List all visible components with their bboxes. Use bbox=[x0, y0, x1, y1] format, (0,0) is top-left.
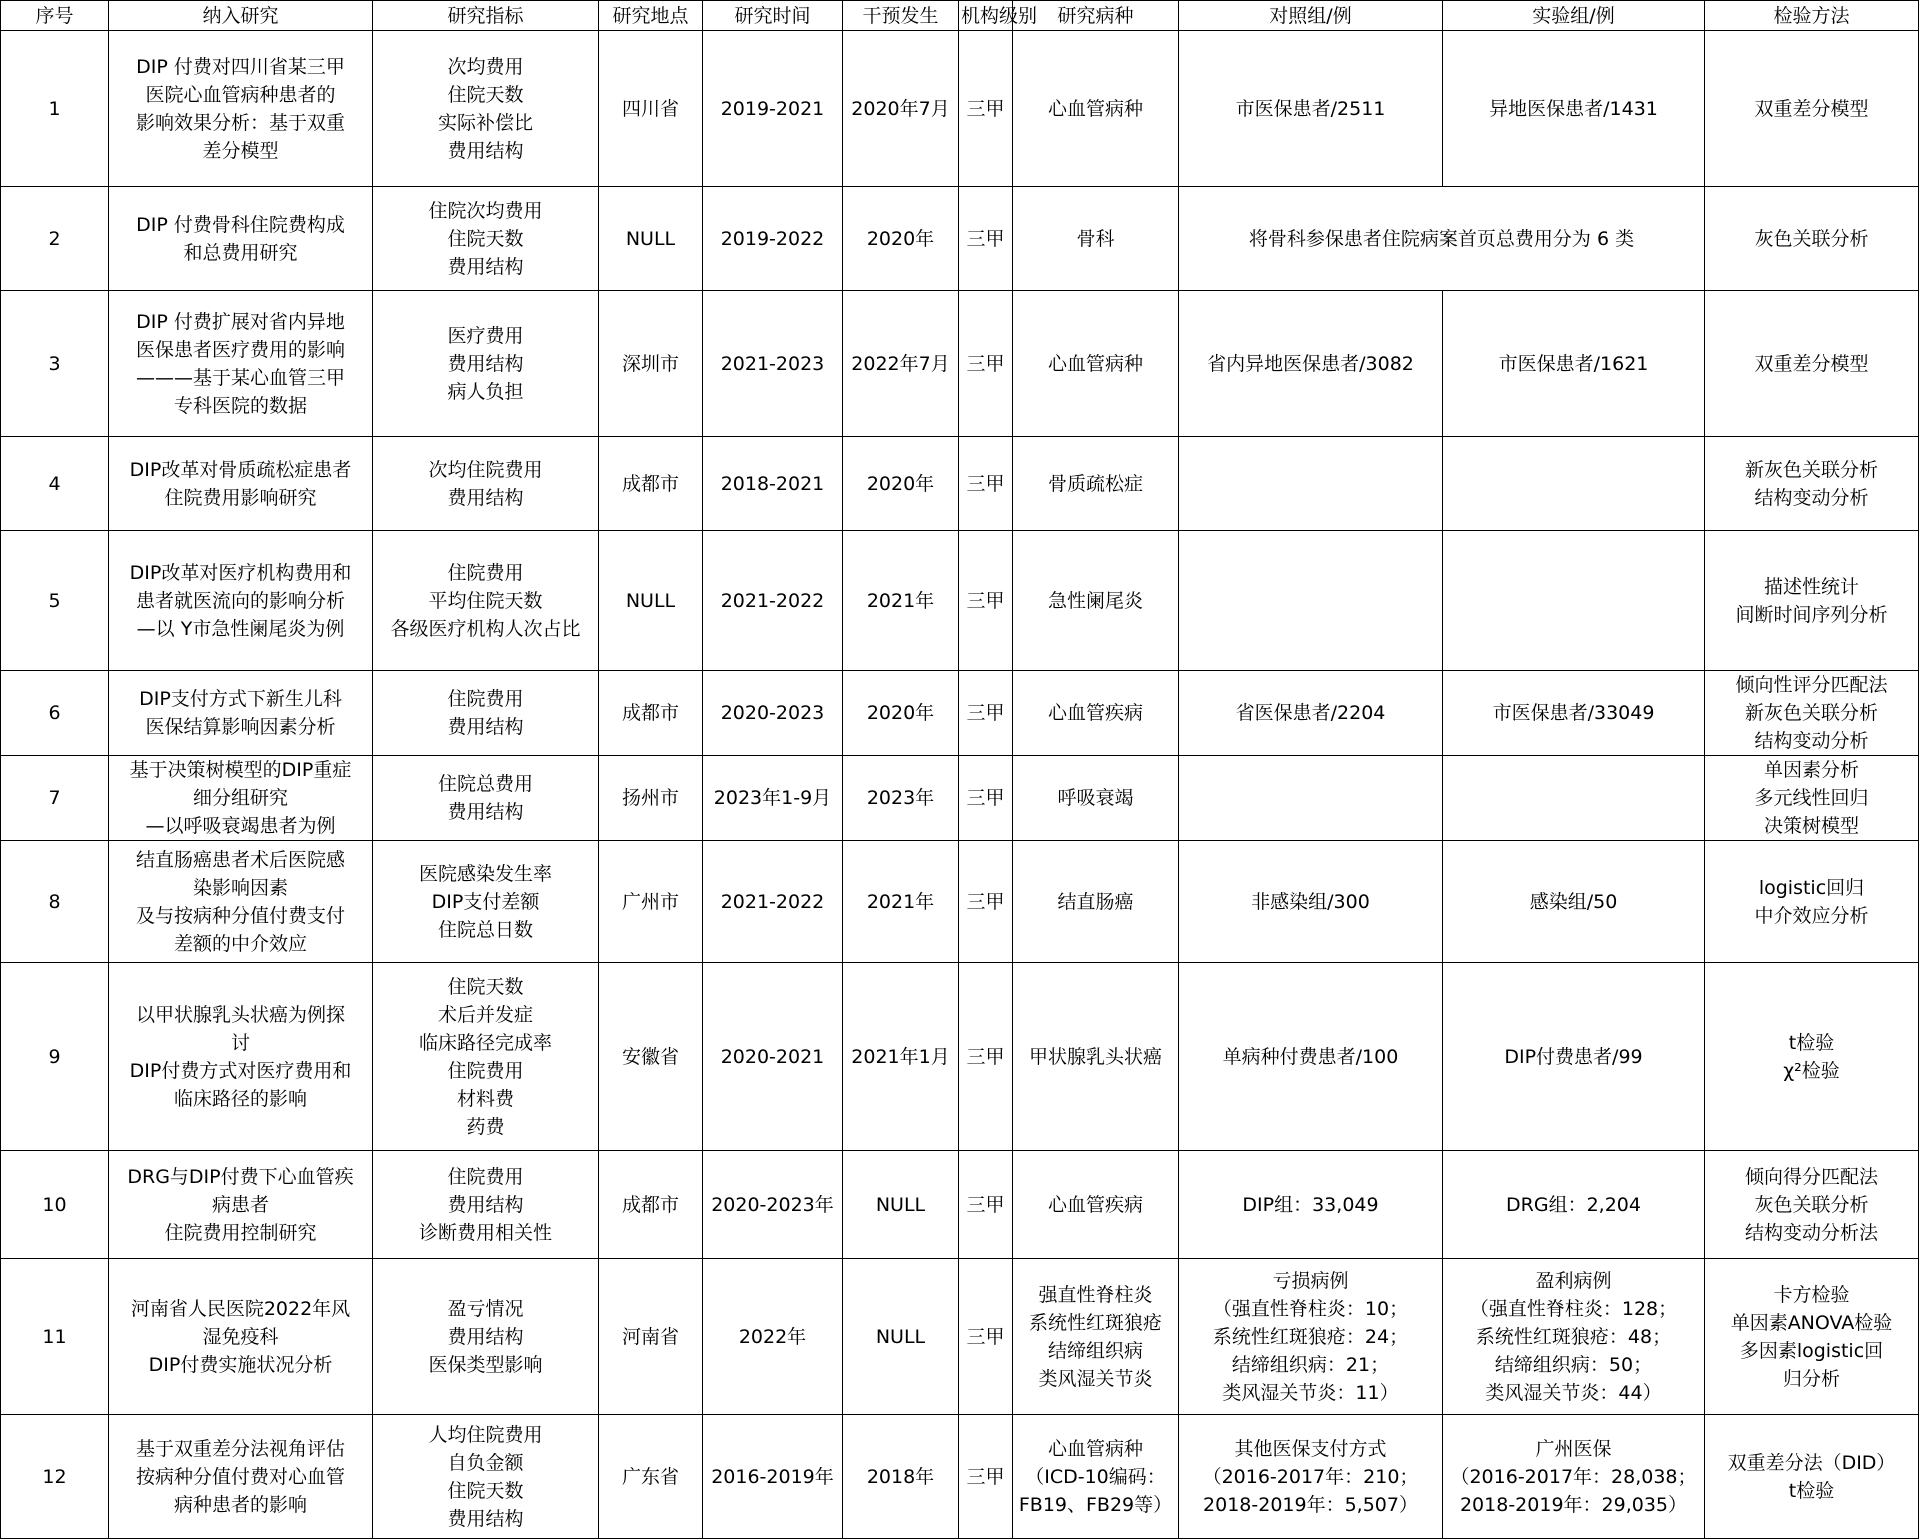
cell-experiment: 广州医保 （2016-2017年：28,038； 2018-2019年：29,035） bbox=[1443, 1415, 1705, 1539]
cell-disease: 结直肠癌 bbox=[1013, 841, 1179, 963]
cell-experiment: 市医保患者/1621 bbox=[1443, 291, 1705, 437]
header-indicators: 研究指标 bbox=[373, 1, 599, 31]
cell-location: 广东省 bbox=[599, 1415, 703, 1539]
table-row bbox=[1, 531, 1919, 671]
cell-control: 非感染组/300 bbox=[1179, 841, 1443, 963]
cell-no: 10 bbox=[1, 1151, 109, 1259]
cell-intervention: 2020年 bbox=[843, 671, 959, 756]
cell-study: 以甲状腺乳头状癌为例探 讨 DIP付费方式对医疗费用和 临床路径的影响 bbox=[109, 963, 373, 1151]
cell-location: 深圳市 bbox=[599, 291, 703, 437]
cell-experiment: DIP付费患者/99 bbox=[1443, 963, 1705, 1151]
cell-period: 2021-2022 bbox=[703, 841, 843, 963]
cell-method: 双重差分模型 bbox=[1705, 31, 1919, 187]
cell-level: 三甲 bbox=[959, 963, 1013, 1151]
cell-experiment: 异地医保患者/1431 bbox=[1443, 31, 1705, 187]
cell-indicators: 住院费用 平均住院天数 各级医疗机构人次占比 bbox=[373, 531, 599, 671]
cell-level: 三甲 bbox=[959, 31, 1013, 187]
cell-intervention: 2022年7月 bbox=[843, 291, 959, 437]
cell-location: 广州市 bbox=[599, 841, 703, 963]
cell-method: 双重差分法（DID） t检验 bbox=[1705, 1415, 1919, 1539]
cell-no: 12 bbox=[1, 1415, 109, 1539]
cell-control: 其他医保支付方式 （2016-2017年：210； 2018-2019年：5,507） bbox=[1179, 1415, 1443, 1539]
cell-experiment: DRG组：2,204 bbox=[1443, 1151, 1705, 1259]
cell-study: 结直肠癌患者术后医院感 染影响因素 及与按病种分值付费支付 差额的中介效应 bbox=[109, 841, 373, 963]
cell-level: 三甲 bbox=[959, 756, 1013, 841]
header-disease: 研究病种 bbox=[1013, 1, 1179, 31]
cell-indicators: 住院次均费用 住院天数 费用结构 bbox=[373, 187, 599, 291]
cell-intervention: 2020年 bbox=[843, 437, 959, 531]
cell-experiment: 感染组/50 bbox=[1443, 841, 1705, 963]
header-study: 纳入研究 bbox=[109, 1, 373, 31]
header-experiment: 实验组/例 bbox=[1443, 1, 1705, 31]
cell-study: DIP改革对骨质疏松症患者 住院费用影响研究 bbox=[109, 437, 373, 531]
cell-method: 灰色关联分析 bbox=[1705, 187, 1919, 291]
cell-period: 2020-2023年 bbox=[703, 1151, 843, 1259]
cell-method: 新灰色关联分析 结构变动分析 bbox=[1705, 437, 1919, 531]
header-index: 序号 bbox=[1, 1, 109, 31]
table-row bbox=[1, 841, 1919, 963]
header-location: 研究地点 bbox=[599, 1, 703, 31]
cell-experiment bbox=[1443, 531, 1705, 671]
cell-level: 三甲 bbox=[959, 841, 1013, 963]
header-method: 检验方法 bbox=[1705, 1, 1919, 31]
cell-indicators: 住院天数 术后并发症 临床路径完成率 住院费用 材料费 药费 bbox=[373, 963, 599, 1151]
cell-period: 2016-2019年 bbox=[703, 1415, 843, 1539]
cell-no: 3 bbox=[1, 291, 109, 437]
cell-period: 2018-2021 bbox=[703, 437, 843, 531]
cell-indicators: 住院费用 费用结构 bbox=[373, 671, 599, 756]
cell-intervention: NULL bbox=[843, 1259, 959, 1415]
cell-disease: 骨质疏松症 bbox=[1013, 437, 1179, 531]
cell-indicators: 盈亏情况 费用结构 医保类型影响 bbox=[373, 1259, 599, 1415]
cell-indicators: 住院总费用 费用结构 bbox=[373, 756, 599, 841]
cell-location: 成都市 bbox=[599, 671, 703, 756]
cell-control bbox=[1179, 756, 1443, 841]
cell-disease: 骨科 bbox=[1013, 187, 1179, 291]
cell-intervention: 2020年7月 bbox=[843, 31, 959, 187]
cell-location: 成都市 bbox=[599, 1151, 703, 1259]
cell-indicators: 医疗费用 费用结构 病人负担 bbox=[373, 291, 599, 437]
table-row bbox=[1, 756, 1919, 841]
cell-disease: 强直性脊柱炎 系统性红斑狼疮 结缔组织病 类风湿关节炎 bbox=[1013, 1259, 1179, 1415]
cell-location: 河南省 bbox=[599, 1259, 703, 1415]
cell-experiment bbox=[1443, 756, 1705, 841]
cell-intervention: 2023年 bbox=[843, 756, 959, 841]
cell-disease: 心血管病种 bbox=[1013, 291, 1179, 437]
cell-no: 6 bbox=[1, 671, 109, 756]
cell-no: 2 bbox=[1, 187, 109, 291]
cell-location: NULL bbox=[599, 531, 703, 671]
cell-method: logistic回归 中介效应分析 bbox=[1705, 841, 1919, 963]
cell-period: 2021-2023 bbox=[703, 291, 843, 437]
header-control: 对照组/例 bbox=[1179, 1, 1443, 31]
cell-study: DIP改革对医疗机构费用和 患者就医流向的影响分析 —以 Y市急性阑尾炎为例 bbox=[109, 531, 373, 671]
header-row bbox=[1, 1, 1919, 31]
cell-intervention: 2021年1月 bbox=[843, 963, 959, 1151]
cell-period: 2022年 bbox=[703, 1259, 843, 1415]
cell-study: DIP 付费扩展对省内异地 医保患者医疗费用的影响 ———基于某心血管三甲 专科医院的数据 bbox=[109, 291, 373, 437]
cell-no: 1 bbox=[1, 31, 109, 187]
cell-study: DIP 付费对四川省某三甲 医院心血管病种患者的 影响效果分析：基于双重 差分模型 bbox=[109, 31, 373, 187]
cell-location: 扬州市 bbox=[599, 756, 703, 841]
cell-level: 三甲 bbox=[959, 1151, 1013, 1259]
cell-disease: 急性阑尾炎 bbox=[1013, 531, 1179, 671]
table-row bbox=[1, 963, 1919, 1151]
cell-method: 单因素分析 多元线性回归 决策树模型 bbox=[1705, 756, 1919, 841]
cell-experiment bbox=[1443, 437, 1705, 531]
cell-period: 2019-2021 bbox=[703, 31, 843, 187]
table-row bbox=[1, 291, 1919, 437]
cell-study: 基于决策树模型的DIP重症 细分组研究 —以呼吸衰竭患者为例 bbox=[109, 756, 373, 841]
cell-method: 卡方检验 单因素ANOVA检验 多因素logistic回 归分析 bbox=[1705, 1259, 1919, 1415]
cell-intervention: 2018年 bbox=[843, 1415, 959, 1539]
cell-method: t检验 χ²检验 bbox=[1705, 963, 1919, 1151]
cell-period: 2020-2021 bbox=[703, 963, 843, 1151]
cell-intervention: 2020年 bbox=[843, 187, 959, 291]
cell-control bbox=[1179, 531, 1443, 671]
cell-no: 8 bbox=[1, 841, 109, 963]
cell-control: 市医保患者/2511 bbox=[1179, 31, 1443, 187]
cell-location: NULL bbox=[599, 187, 703, 291]
cell-indicators: 次均费用 住院天数 实际补偿比 费用结构 bbox=[373, 31, 599, 187]
cell-period: 2023年1-9月 bbox=[703, 756, 843, 841]
header-intervention: 干预发生 bbox=[843, 1, 959, 31]
table-row bbox=[1, 187, 1919, 291]
cell-method: 倾向性评分匹配法 新灰色关联分析 结构变动分析 bbox=[1705, 671, 1919, 756]
header-level: 机构级别 bbox=[959, 1, 1013, 31]
cell-disease: 呼吸衰竭 bbox=[1013, 756, 1179, 841]
cell-indicators: 次均住院费用 费用结构 bbox=[373, 437, 599, 531]
cell-level: 三甲 bbox=[959, 531, 1013, 671]
cell-merged-groups: 将骨科参保患者住院病案首页总费用分为 6 类 bbox=[1179, 187, 1705, 291]
cell-indicators: 医院感染发生率 DIP支付差额 住院总日数 bbox=[373, 841, 599, 963]
cell-intervention: 2021年 bbox=[843, 841, 959, 963]
cell-control: 亏损病例 （强直性脊柱炎：10； 系统性红斑狼疮：24； 结缔组织病：21； 类风湿关节炎：11） bbox=[1179, 1259, 1443, 1415]
cell-level: 三甲 bbox=[959, 1259, 1013, 1415]
cell-level: 三甲 bbox=[959, 437, 1013, 531]
cell-experiment: 市医保患者/33049 bbox=[1443, 671, 1705, 756]
table-row bbox=[1, 1259, 1919, 1415]
cell-experiment: 盈利病例 （强直性脊柱炎：128； 系统性红斑狼疮：48； 结缔组织病：50； 类风湿关节炎：44） bbox=[1443, 1259, 1705, 1415]
cell-period: 2019-2022 bbox=[703, 187, 843, 291]
cell-location: 安徽省 bbox=[599, 963, 703, 1151]
cell-study: DIP 付费骨科住院费构成 和总费用研究 bbox=[109, 187, 373, 291]
cell-level: 三甲 bbox=[959, 671, 1013, 756]
cell-control bbox=[1179, 437, 1443, 531]
cell-method: 倾向得分匹配法 灰色关联分析 结构变动分析法 bbox=[1705, 1151, 1919, 1259]
cell-period: 2021-2022 bbox=[703, 531, 843, 671]
cell-no: 7 bbox=[1, 756, 109, 841]
cell-level: 三甲 bbox=[959, 1415, 1013, 1539]
cell-period: 2020-2023 bbox=[703, 671, 843, 756]
cell-method: 双重差分模型 bbox=[1705, 291, 1919, 437]
header-period: 研究时间 bbox=[703, 1, 843, 31]
cell-study: 基于双重差分法视角评估 按病种分值付费对心血管 病种患者的影响 bbox=[109, 1415, 373, 1539]
cell-intervention: 2021年 bbox=[843, 531, 959, 671]
cell-disease: 心血管病种 bbox=[1013, 31, 1179, 187]
cell-study: DIP支付方式下新生儿科 医保结算影响因素分析 bbox=[109, 671, 373, 756]
cell-no: 9 bbox=[1, 963, 109, 1151]
table-row bbox=[1, 1415, 1919, 1539]
cell-disease: 心血管疾病 bbox=[1013, 671, 1179, 756]
cell-level: 三甲 bbox=[959, 187, 1013, 291]
cell-no: 11 bbox=[1, 1259, 109, 1415]
cell-indicators: 人均住院费用 自负金额 住院天数 费用结构 bbox=[373, 1415, 599, 1539]
cell-location: 四川省 bbox=[599, 31, 703, 187]
table-row bbox=[1, 31, 1919, 187]
cell-method: 描述性统计 间断时间序列分析 bbox=[1705, 531, 1919, 671]
cell-indicators: 住院费用 费用结构 诊断费用相关性 bbox=[373, 1151, 599, 1259]
cell-control: DIP组：33,049 bbox=[1179, 1151, 1443, 1259]
table-row bbox=[1, 437, 1919, 531]
cell-control: 省内异地医保患者/3082 bbox=[1179, 291, 1443, 437]
cell-location: 成都市 bbox=[599, 437, 703, 531]
cell-control: 省医保患者/2204 bbox=[1179, 671, 1443, 756]
cell-intervention: NULL bbox=[843, 1151, 959, 1259]
cell-study: DRG与DIP付费下心血管疾 病患者 住院费用控制研究 bbox=[109, 1151, 373, 1259]
cell-control: 单病种付费患者/100 bbox=[1179, 963, 1443, 1151]
table-row bbox=[1, 671, 1919, 756]
cell-study: 河南省人民医院2022年风 湿免疫科 DIP付费实施状况分析 bbox=[109, 1259, 373, 1415]
cell-level: 三甲 bbox=[959, 291, 1013, 437]
cell-disease: 心血管疾病 bbox=[1013, 1151, 1179, 1259]
cell-disease: 甲状腺乳头状癌 bbox=[1013, 963, 1179, 1151]
table-row bbox=[1, 1151, 1919, 1259]
cell-no: 5 bbox=[1, 531, 109, 671]
cell-no: 4 bbox=[1, 437, 109, 531]
cell-disease: 心血管病种 （ICD-10编码： FB19、FB29等） bbox=[1013, 1415, 1179, 1539]
